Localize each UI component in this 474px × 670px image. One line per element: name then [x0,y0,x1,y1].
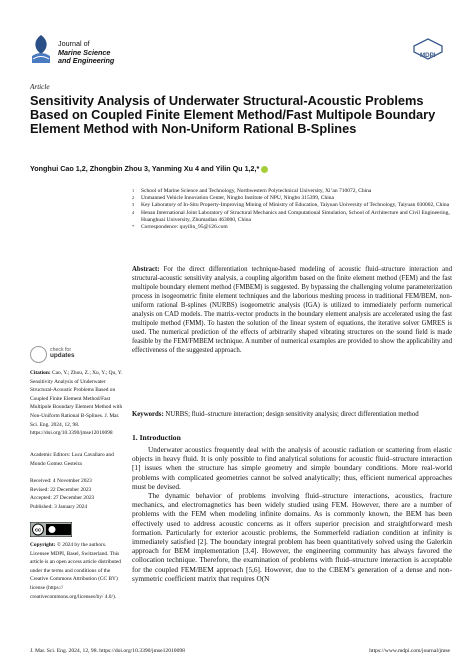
journal-name-line1: Journal of [58,39,90,48]
revised-date: Revised: 22 December 2023 [30,486,92,493]
affiliation-number: 1 [132,188,135,193]
affiliation-number: * [132,224,135,230]
keywords-text: NURBS; fluid–structure interaction; design sensitivity analysis; direct differentiation method [165,411,419,418]
section-heading-introduction: 1. Introduction [132,433,181,442]
citation-text: Cao, Y.; Zhou, Z.; Xu, Y.; Qu, Y. Sensitivity Analysis of Underwater Structural-Acoustic Problems Based on Coupled Finite Element Method/Fast Multipole Boundary Element Method with Non-Uniform Rational B-Splines. J. Mar. Sci. Eng. 2024, 12, 98. https://doi.org/10.3390/jmse12010098 [30,370,123,437]
introduction-body [132,445,452,583]
journal-logo [30,34,52,64]
author-list [30,164,450,173]
published-date: Published: 3 January 2024 [30,503,88,510]
affiliation-number: 2 [132,195,135,201]
article-dates [30,477,125,511]
affiliation-text: School of Marine Science and Technology, Northwestern Polytechnical University, Xi’an 710072, China [141,188,372,194]
affiliation-text: Key Laboratory of In-Situ Property-Improving Mining of Ministry of Education, Taiyuan University of Technology, Taiyuan 030002, China [141,202,450,209]
publisher-name: MDPI [420,52,436,59]
affiliation-number: 3 [132,202,135,208]
affiliation-number: 4 [132,209,135,215]
footer-journal-link[interactable]: https://www.mdpi.com/journal/jmse [369,648,450,654]
authors-text: Yonghui Cao 1,2, Zhongbin Zhou 3, Yanming Xu 4 and Yilin Qu 1,2,* [30,164,260,173]
journal-name-line2: Marine Science [58,47,111,57]
academic-editors: Academic Editors: Luca Cavallaro and Mondo Gomez Gesteira [30,452,114,467]
affiliation-text: Unmanned Vehicle Innovation Center, Ningbo Institute of NPU, Ningbo 315399, China [141,195,334,202]
received-date: Received: 4 November 2023 [30,478,92,484]
abstract-text: For the direct differentiation technique-based modeling of acoustic fluid–structure interaction and structural-acoustic sensitivity analysis, a coupling algorithm based on the finite element method (FEM) and the fast multipole boundary element method (FMBEM) is suggested. By bypassing the challenging volume parameterization process in isogeometric finite element techniques and the laborious meshing process in traditional FEM/BEM, non-uniform rational B-splines (NURBS) isogeometric analysis (IGA) is utilized to immediately perform numerical analysis on CAD models. The matrix-vector products in the boundary element analysis are accelerated using the fast multipole method (FMM). To hasten the solution of the linear system of equations, the iterative solver GMRES is used. The numerical prediction of the effects of arbitrarily shaped vibrating structures on the sound field is made feasible by the FEM/FMBEM technique. A number of numerical examples are provided to show the applicability and effectiveness of the suggested approach. [132,266,452,354]
affiliation-text: Henan International Joint Laboratory of Structural Mechanics and Computational Simulation, School of Architecture and Civil Engineering, Huanghuai University, Zhumadian 463000, China [141,209,450,223]
correspondence-text: Correspondence: quyilin_95@126.com [141,224,228,231]
article-title: Sensitivity Analysis of Underwater Structural-Acoustic Problems Based on Coupled Finite Element Method/Fast Multipole Boundary Element Method with Non-Uniform Rational B-Splines [30,93,436,136]
accepted-date: Accepted: 27 December 2023 [30,495,95,502]
abstract-label: Abstract: [132,266,160,273]
orcid-icon[interactable] [261,166,268,173]
introduction-paragraph-1: Underwater acoustics frequently deal with the analysis of acoustic radiation or scattering from elastic objects in heavy fluid. It is only possible to find analytical solutions for acoustic fluid–structure interaction [1] issues when the structure has simple geometry and simple boundary conditions. More real-world problems with complicated geometries cannot be solved analytically; thus, efficient numerical approaches must be devised. [132,445,452,491]
introduction-paragraph-2: The dynamic behavior of problems involving fluid–structure interactions, acoustics, fracture mechanics, and electromagnetics has been widely studied using FEM. However, there are a number of problems with the FEM when modeling infinite domains. As is commonly known, the BEM has been effectively used to address acoustic concerns as it offers superior precision and straightforward mesh formation. Particularly for exterior acoustic problems, the Sommerfeld radiation condition at infinity is immediately satisfied [2]. The boundary integral problem has been quantitatively solved using the Galerkin approach for BEM implementation [3,4]. However, the engineering community has always favored the collocation technique. Therefore, the examination of problems with fluid–structure interaction is acceptable for the coupled FEM/BEM approach [5,6]. However, due to the CBEM’s generation of a dense and non-symmetric coefficient matrix that requires O(N [132,491,452,583]
cc-by-license-icon[interactable] [30,522,72,537]
check-updates-line1: check for [50,347,72,353]
affiliations [132,188,452,231]
affiliation-item [132,210,452,224]
journal-name-line3: and Engineering [58,56,115,66]
copyright-block [30,541,125,601]
journal-name [58,40,114,66]
keywords-label: Keywords: [132,411,164,418]
footer-citation[interactable]: J. Mar. Sci. Eng. 2024, 12, 98. https://doi.org/10.3390/jmse12010098 [30,648,185,654]
check-updates-icon[interactable] [30,346,47,363]
article-type: Article [30,83,50,91]
citation-label: Citation: [30,370,51,376]
correspondence [132,224,452,231]
copyright-text: © 2024 by the authors. Licensee MDPI, Basel, Switzerland. This article is an open access article distributed under the terms and conditions of the Creative Commons Attribution (CC BY) license (https:// creativecommons.org/licenses/by/ 4.0/). [30,542,122,600]
check-updates-button[interactable] [50,347,75,359]
cc-label: cc [34,527,42,534]
check-updates-line2: updates [50,352,75,359]
keywords [132,410,452,419]
affiliation-item [132,202,452,209]
abstract [132,265,452,355]
copyright-label: Copyright: [30,542,56,548]
citation-block [30,369,125,438]
